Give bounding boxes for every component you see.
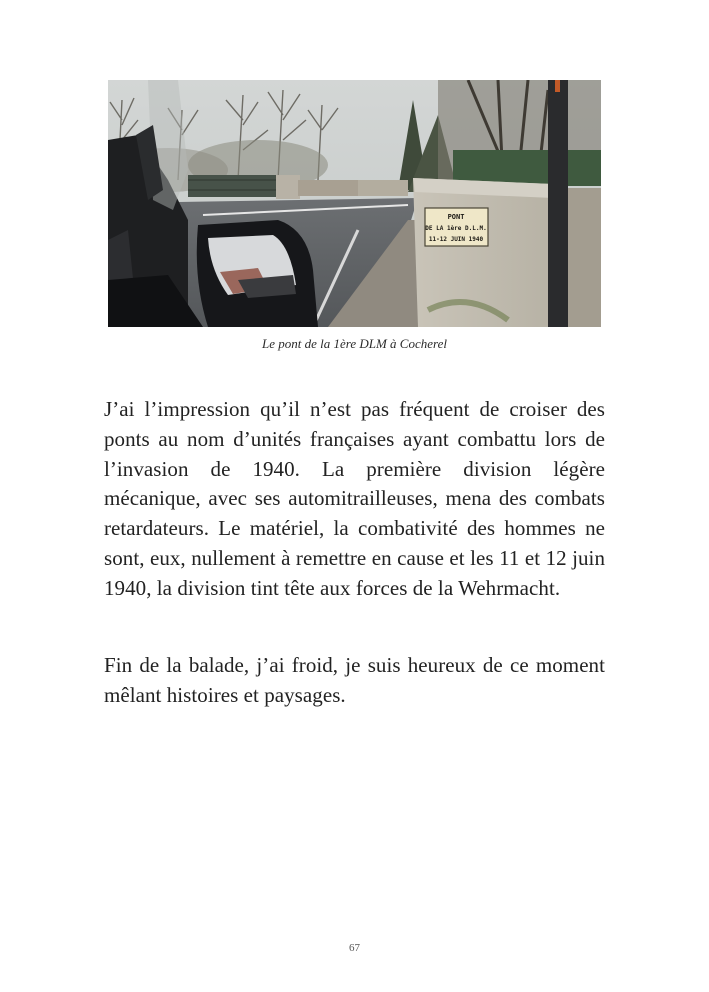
page-number: 67 xyxy=(349,942,360,954)
stone-parapet xyxy=(413,178,601,327)
body-paragraph-2: Fin de la balade, j’ai froid, je suis heureux de ce moment mêlant histoires et paysages. xyxy=(104,653,605,707)
body-paragraph-1: J’ai l’impression qu’il n’est pas fréquent de croiser des ponts au nom d’unités françaises ayant combattu lors de l’invasion de 1940. La première division légère mécanique, avec ses automitrailleuses, mena des combats retardateurs. Le matériel, la combativité des hommes ne sont, eux, nullement à remettre en cause et les 11 et 12 juin 1940, la division tint tête aux forces de la Wehrmacht. xyxy=(104,397,605,600)
bridge-sign xyxy=(425,208,488,246)
sign-line-2: DE LA 1ère D.L.M. xyxy=(425,225,487,232)
bridge-photo xyxy=(108,80,601,327)
sign-line-1: PONT xyxy=(447,213,465,221)
photo-caption: Le pont de la 1ère DLM à Cocherel xyxy=(262,336,447,351)
lamp-pole xyxy=(548,80,568,327)
sign-line-3: 11-12 JUIN 1940 xyxy=(428,236,484,243)
